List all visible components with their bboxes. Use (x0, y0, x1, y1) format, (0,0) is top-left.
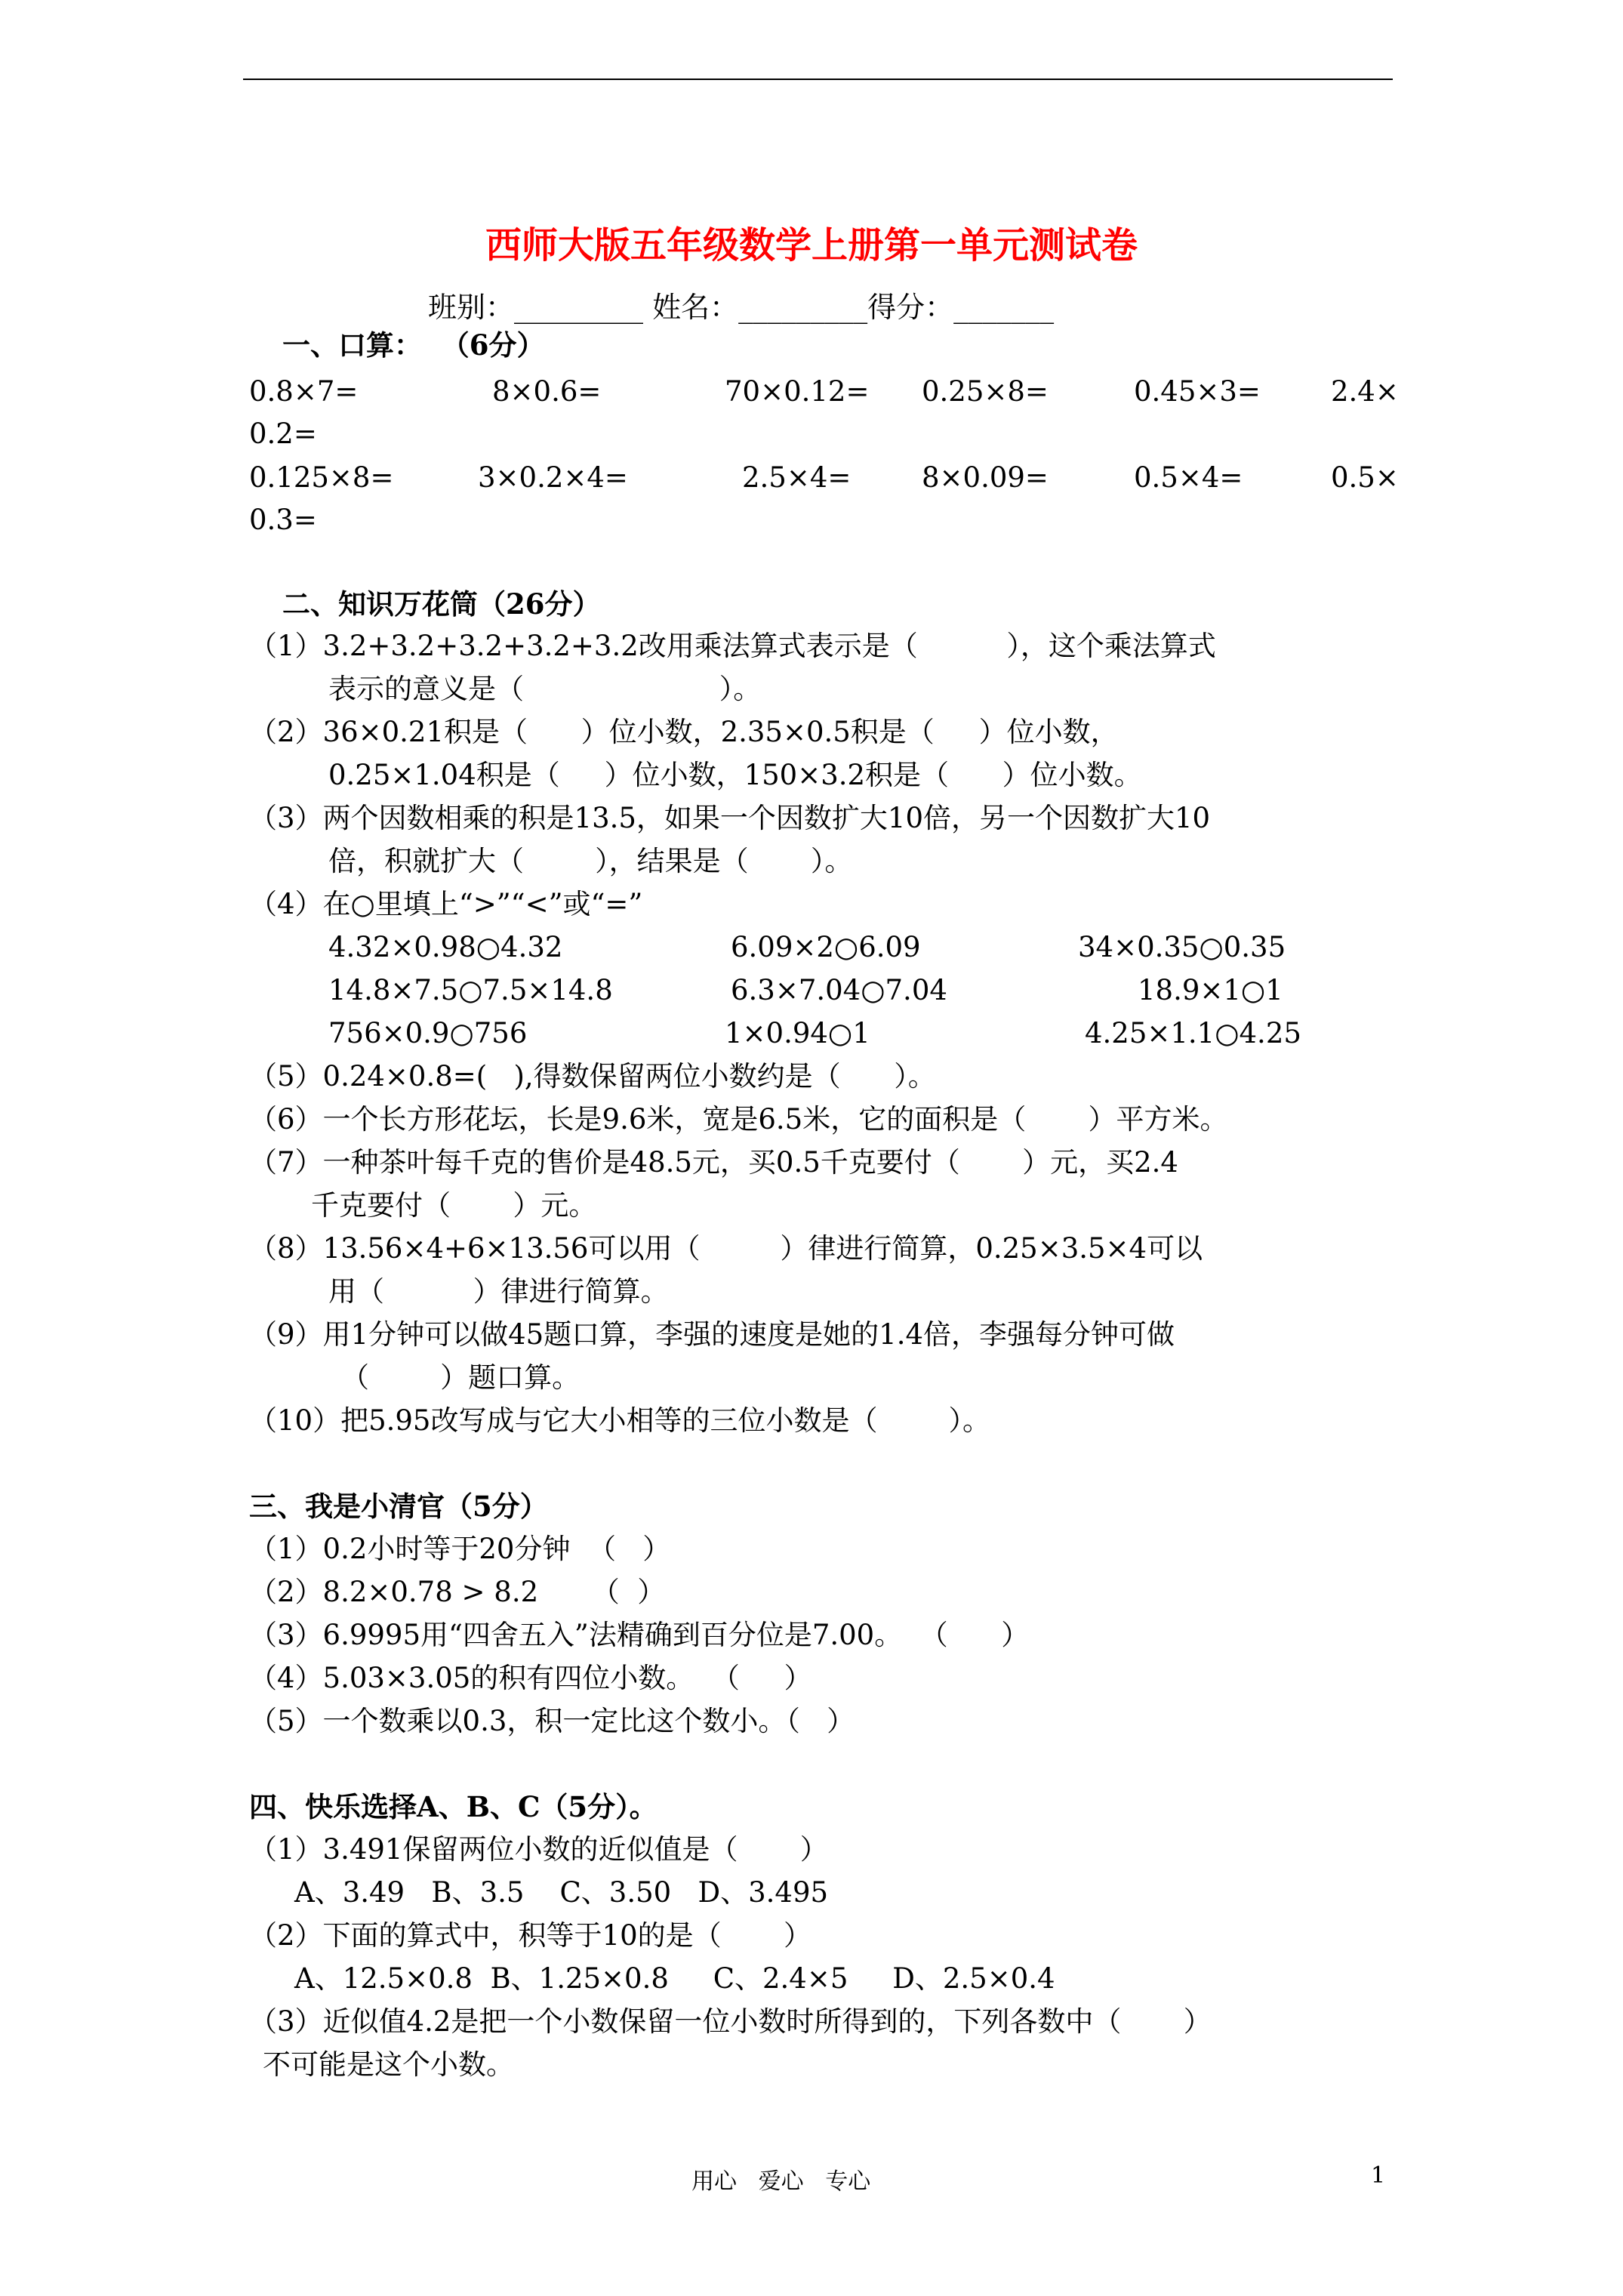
section4-heading: 四、快乐选择A、B、C（5分）。 (249, 1790, 658, 1823)
q2-3-line2: 倍，积就扩大（ ），结果是（ ）。 (328, 845, 853, 877)
calc-6-wrap: 0.2= (249, 418, 317, 450)
judge-4: （4）5.03×3.05的积有四位小数。 （ ） (249, 1662, 812, 1694)
compare-9: 4.25×1.1○4.25 (1085, 1017, 1301, 1049)
q2-8-line2: 用（ ）律进行简算。 (328, 1275, 669, 1308)
calc-12: 0.5× (1331, 461, 1399, 494)
compare-1: 4.32×0.98○4.32 (328, 931, 563, 963)
calc-5: 0.45×3= (1134, 375, 1261, 408)
judge-3: （3）6.9995用“四舍五入”法精确到百分位是7.00。 （ ） (249, 1619, 1030, 1651)
compare-7: 756×0.9○756 (328, 1017, 528, 1049)
calc-2: 8×0.6= (492, 375, 602, 408)
choice-3-line2: 不可能是这个小数。 (263, 2048, 514, 2081)
calc-10: 8×0.09= (922, 461, 1049, 494)
calc-4: 0.25×8= (922, 375, 1049, 408)
q2-7-line1: （7）一种茶叶每千克的售价是48.5元，买0.5千克要付（ ）元，买2.4 (249, 1146, 1178, 1179)
q2-5: （5）0.24×0.8=( ),得数保留两位小数约是（ ）。 (249, 1060, 936, 1093)
compare-2: 6.09×2○6.09 (731, 931, 921, 963)
choice-1: （1）3.491保留两位小数的近似值是（ ） (249, 1833, 828, 1866)
choice-3-line1: （3）近似值4.2是把一个小数保留一位小数时所得到的，下列各数中（ ） (249, 2005, 1212, 2038)
calc-8: 3×0.2×4= (478, 461, 628, 494)
footer-motto: 用心 爱心 专心 (691, 2168, 871, 2195)
q2-9-line1: （9）用1分钟可以做45题口算，李强的速度是她的1.4倍，李强每分钟可做 (249, 1318, 1175, 1351)
calc-9: 2.5×4= (742, 461, 852, 494)
q2-2-line1: （2）36×0.21积是（ ）位小数，2.35×0.5积是（ ）位小数， (249, 716, 1119, 748)
calc-11: 0.5×4= (1134, 461, 1243, 494)
calc-6: 2.4× (1331, 375, 1399, 408)
judge-2: （2）8.2×0.78 > 8.2 （ ） (249, 1576, 666, 1608)
q2-1-line2: 表示的意义是（ ）。 (328, 673, 762, 705)
q2-6: （6）一个长方形花坛，长是9.6米，宽是6.5米，它的面积是（ ）平方米。 (249, 1103, 1228, 1136)
choice-2-options: A、12.5×0.8 B、1.25×0.8 C、2.4×5 D、2.5×0.4 (294, 1962, 1055, 1995)
q2-2-line2: 0.25×1.04积是（ ）位小数，150×3.2积是（ ）位小数。 (328, 759, 1142, 791)
calc-7: 0.125×8= (249, 461, 394, 494)
page-title: 西师大版五年级数学上册第一单元测试卷 (485, 224, 1138, 267)
q2-1-line1: （1）3.2+3.2+3.2+3.2+3.2改用乘法算式表示是（ ），这个乘法算式 (249, 630, 1216, 662)
q2-9-line2: （ ）题口算。 (341, 1361, 581, 1394)
judge-1: （1）0.2小时等于20分钟 （ ） (249, 1533, 671, 1565)
compare-3: 34×0.35○0.35 (1078, 931, 1286, 963)
choice-2: （2）下面的算式中，积等于10的是（ ） (249, 1919, 812, 1952)
compare-5: 6.3×7.04○7.04 (731, 974, 947, 1006)
header-info: 班别：_________ 姓名：_________得分：_______ (428, 291, 1055, 324)
judge-5: （5）一个数乘以0.3，积一定比这个数小。（ ） (249, 1705, 855, 1737)
q2-7-line2: 千克要付（ ）元。 (311, 1189, 597, 1222)
page-number: 1 (1371, 2162, 1386, 2189)
calc-3: 70×0.12= (725, 375, 870, 408)
q2-4: （4）在○里填上“>”“<”或“=” (249, 888, 643, 920)
compare-6: 18.9×1○1 (1138, 974, 1283, 1006)
compare-8: 1×0.94○1 (725, 1017, 870, 1049)
compare-4: 14.8×7.5○7.5×14.8 (328, 974, 613, 1006)
calc-1: 0.8×7= (249, 375, 359, 408)
section1-heading: 一、口算： （6分） (282, 328, 545, 362)
calc-12-wrap: 0.3= (249, 504, 317, 536)
q2-3-line1: （3）两个因数相乘的积是13.5，如果一个因数扩大10倍，另一个因数扩大10 (249, 802, 1211, 834)
section3-heading: 三、我是小清官（5分） (249, 1490, 548, 1523)
q2-10: （10）把5.95改写成与它大小相等的三位小数是（ ）。 (249, 1404, 991, 1437)
top-rule (243, 79, 1393, 80)
choice-1-options: A、3.49 B、3.5 C、3.50 D、3.495 (294, 1876, 829, 1909)
section2-heading: 二、知识万花筒（26分） (282, 587, 601, 621)
q2-8-line1: （8）13.56×4+6×13.56可以用（ ）律进行简算，0.25×3.5×4可以 (249, 1232, 1203, 1265)
